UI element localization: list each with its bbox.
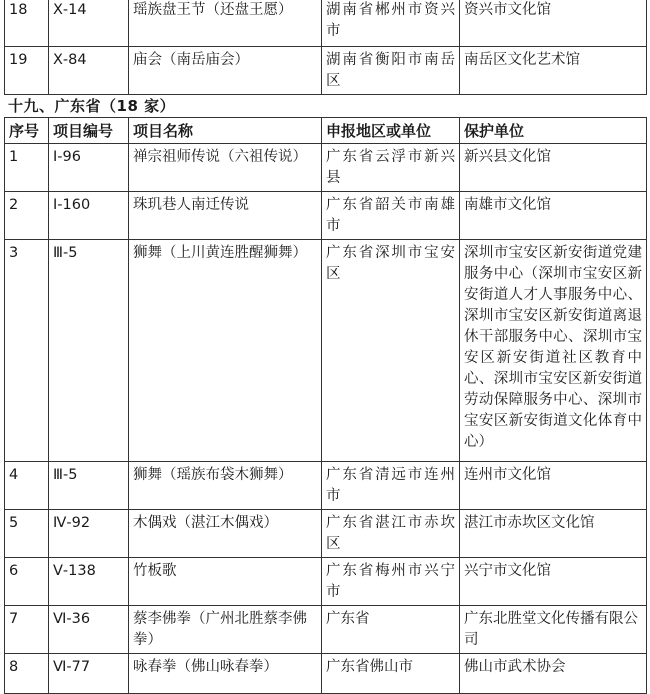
declaring-area: 湖南省郴州市资兴市 [322, 0, 460, 47]
project-name: 瑶族盘王节（还盘王愿） [129, 0, 322, 47]
declaring-area: 广东省韶关市南雄市 [322, 192, 460, 240]
project-code: Ⅰ-96 [49, 144, 129, 192]
declaring-area: 广东省佛山市 [322, 654, 460, 694]
row-number: 19 [5, 47, 49, 95]
table-row [5, 510, 647, 558]
protection-unit: 连州市文化馆 [460, 462, 647, 510]
declaring-area: 湖南省衡阳市南岳区 [322, 47, 460, 95]
row-number: 8 [5, 654, 49, 694]
project-name: 珠玑巷人南迁传说 [129, 192, 322, 240]
previous-province-table [4, 0, 647, 95]
project-name: 咏春拳（佛山咏春拳） [129, 654, 322, 694]
declaring-area: 广东省清远市连州市 [322, 462, 460, 510]
project-code: Ⅵ-36 [49, 606, 129, 654]
protection-unit: 兴宁市文化馆 [460, 558, 647, 606]
project-code: Ⅲ-5 [49, 462, 129, 510]
row-number: 7 [5, 606, 49, 654]
project-code: Ⅵ-77 [49, 654, 129, 694]
header-unit: 保护单位 [460, 118, 647, 144]
project-code: Ⅳ-92 [49, 510, 129, 558]
table-row [5, 654, 647, 694]
protection-unit: 南雄市文化馆 [460, 192, 647, 240]
row-number: 3 [5, 240, 49, 462]
table-row [5, 558, 647, 606]
table-row [5, 606, 647, 654]
project-name: 狮舞（瑶族布袋木狮舞） [129, 462, 322, 510]
section-heading: 十九、广东省（18 家） [8, 97, 176, 115]
header-area: 申报地区或单位 [322, 118, 460, 144]
table-row [5, 47, 647, 95]
protection-unit: 佛山市武术协会 [460, 654, 647, 694]
row-number: 4 [5, 462, 49, 510]
project-code: Ⅲ-5 [49, 240, 129, 462]
project-code: Ⅰ-160 [49, 192, 129, 240]
header-name: 项目名称 [129, 118, 322, 144]
project-name: 竹板歌 [129, 558, 322, 606]
row-number: 5 [5, 510, 49, 558]
protection-unit: 新兴县文化馆 [460, 144, 647, 192]
header-no: 序号 [5, 118, 49, 144]
header-code: 项目编号 [49, 118, 129, 144]
project-code: Ⅴ-138 [49, 558, 129, 606]
project-name: 禅宗祖师传说（六祖传说） [129, 144, 322, 192]
protection-unit: 湛江市赤坎区文化馆 [460, 510, 647, 558]
project-name: 木偶戏（湛江木偶戏） [129, 510, 322, 558]
project-code: Ⅹ-14 [49, 0, 129, 47]
row-number: 1 [5, 144, 49, 192]
declaring-area: 广东省 [322, 606, 460, 654]
table-row [5, 144, 647, 192]
table-row [5, 240, 647, 462]
row-number: 6 [5, 558, 49, 606]
declaring-area: 广东省湛江市赤坎区 [322, 510, 460, 558]
project-name: 狮舞（上川黄连胜醒狮舞） [129, 240, 322, 462]
row-number: 2 [5, 192, 49, 240]
table-header-row [5, 118, 647, 144]
protection-unit: 广东北胜堂文化传播有限公司 [460, 606, 647, 654]
project-name: 庙会（南岳庙会） [129, 47, 322, 95]
declaring-area: 广东省深圳市宝安区 [322, 240, 460, 462]
protection-unit: 南岳区文化艺术馆 [460, 47, 647, 95]
declaring-area: 广东省梅州市兴宁市 [322, 558, 460, 606]
table-row [5, 192, 647, 240]
project-code: Ⅹ-84 [49, 47, 129, 95]
guangdong-table [4, 117, 647, 694]
protection-unit: 深圳市宝安区新安街道党建服务中心（深圳市宝安区新安街道人才人事服务中心、深圳市宝安区新安街道离退休干部服务中心、深圳市宝安区新安街道社区教育中心、深圳市宝安区新安街道劳动保障服务中心、深圳市宝安区新安街道文化体育中心） [460, 240, 647, 462]
protection-unit: 资兴市文化馆 [460, 0, 647, 47]
table-row [5, 0, 647, 47]
row-number: 18 [5, 0, 49, 47]
table-row [5, 462, 647, 510]
project-name: 蔡李佛拳（广州北胜蔡李佛拳） [129, 606, 322, 654]
declaring-area: 广东省云浮市新兴县 [322, 144, 460, 192]
